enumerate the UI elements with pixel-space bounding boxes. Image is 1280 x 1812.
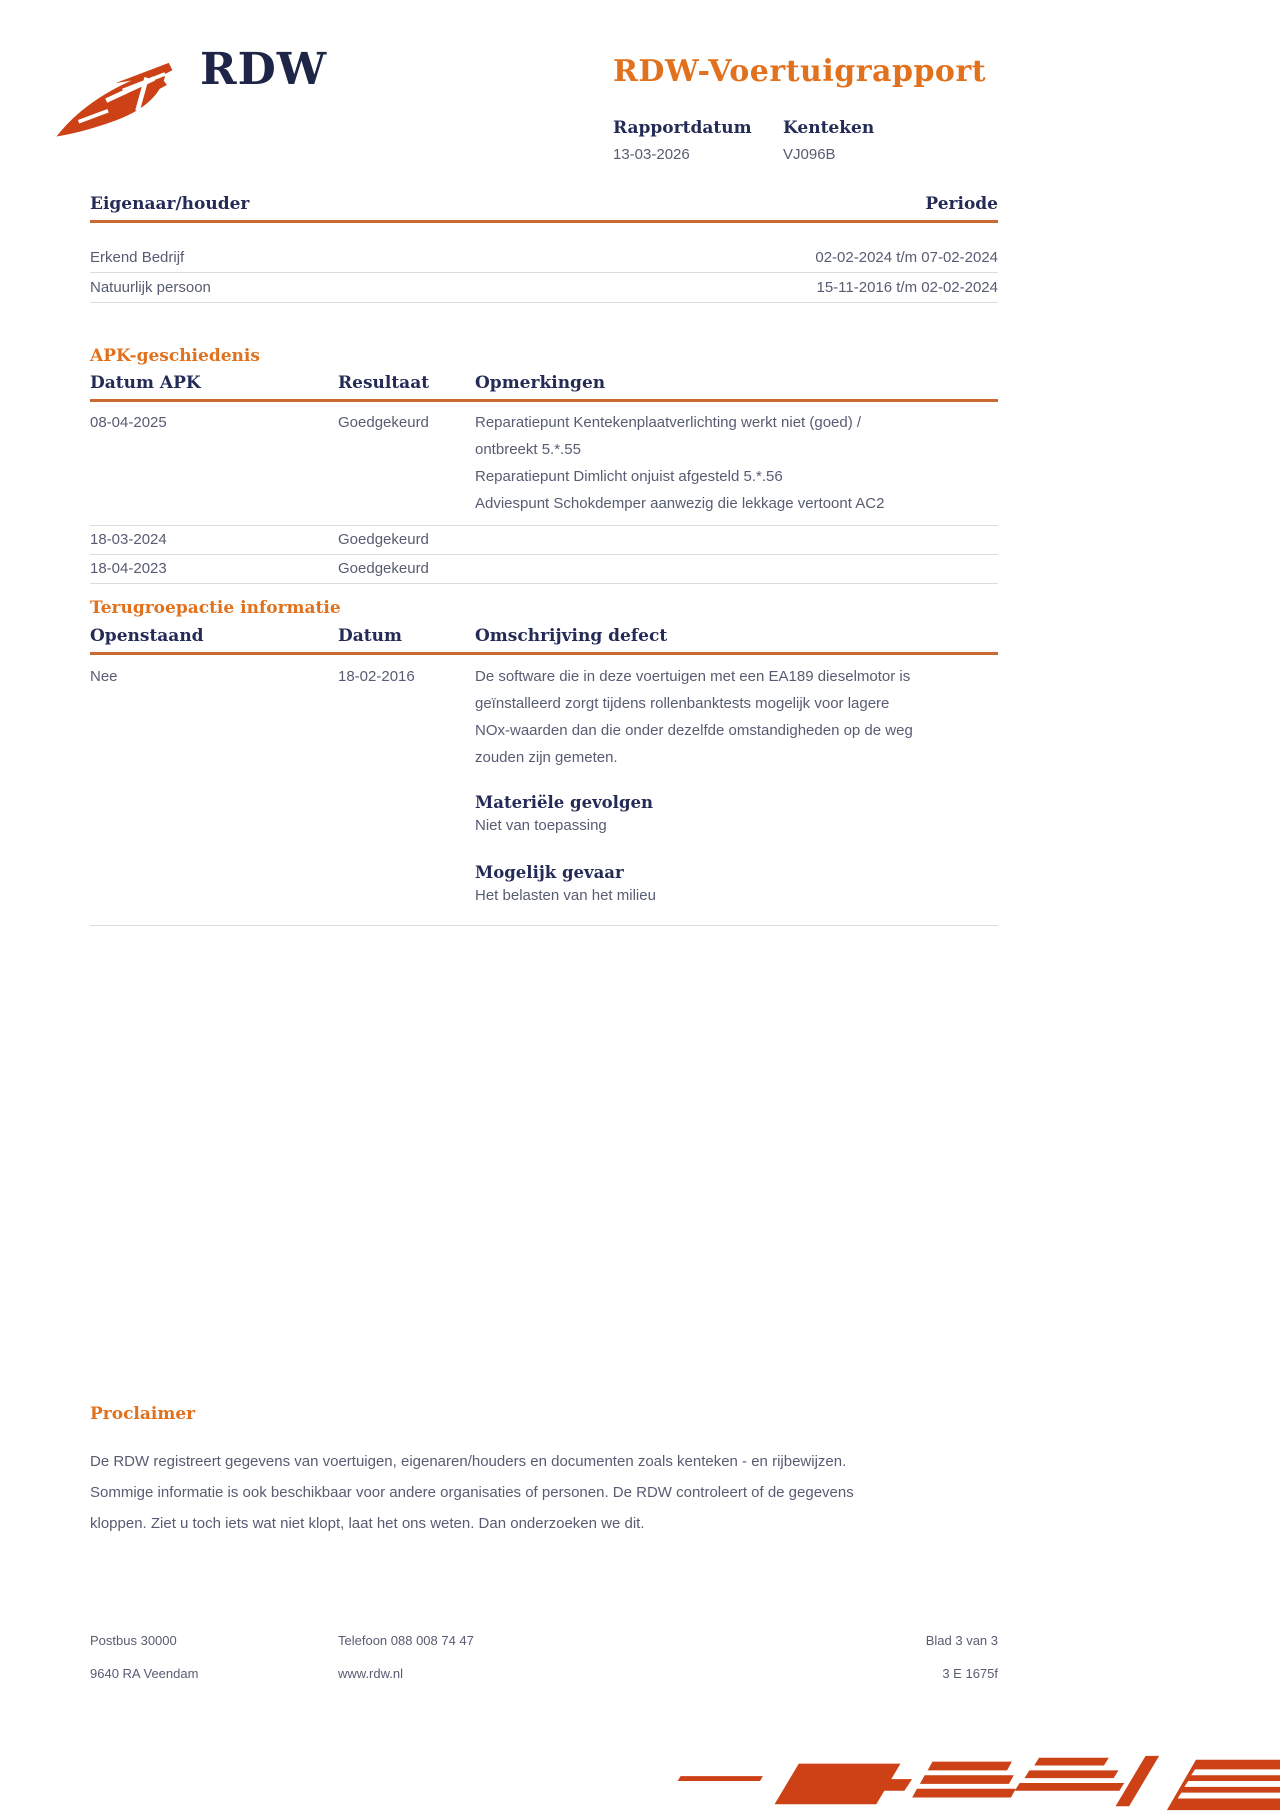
apk-row — [90, 526, 998, 555]
footer-doc-code: 3 E 1675f — [942, 1666, 998, 1681]
footer — [90, 1632, 998, 1683]
owner-section — [90, 194, 998, 303]
apk-remarks — [475, 409, 998, 517]
speed-stripes-graphic-icon — [676, 1750, 1280, 1812]
owner-row — [90, 273, 998, 303]
apk-remark-line: Adviespunt Schokdemper aanwezig die lekkage vertoont AC2 — [475, 495, 885, 512]
apk-col-resultaat: Resultaat — [338, 373, 430, 393]
material-consequences-label: Materiële gevolgen — [475, 793, 653, 812]
apk-result: Goedgekeurd — [338, 531, 429, 548]
report-date-value: 13-03-2026 — [613, 146, 690, 163]
apk-col-opmerkingen: Opmerkingen — [475, 373, 606, 393]
proclaimer-line: Sommige informatie is ook beschikbaar voor andere organisaties of personen. De RDW controleert of de gegevens — [90, 1484, 854, 1501]
recall-date: 18-02-2016 — [338, 668, 415, 685]
apk-row — [90, 402, 998, 526]
owner-name: Erkend Bedrijf — [90, 249, 185, 266]
footer-page-number: Blad 3 van 3 — [925, 1633, 998, 1648]
proclaimer-line: De RDW registreert gegevens van voertuigen, eigenaren/houders en documenten zoals kenteken - en rijbewijzen. — [90, 1453, 847, 1470]
recall-open: Nee — [90, 668, 118, 685]
report-date-label: Rapportdatum — [613, 118, 752, 138]
recall-description-line: De software die in deze voertuigen met een EA189 dieselmotor is — [475, 668, 911, 685]
apk-remark-line: Reparatiepunt Kentekenplaatverlichting werkt niet (goed) / — [475, 414, 862, 431]
apk-remark-line: ontbreekt 5.*.55 — [475, 441, 581, 458]
recall-row — [90, 655, 998, 926]
rdw-feather-logo-icon — [50, 50, 190, 142]
apk-col-datum: Datum APK — [90, 373, 201, 393]
apk-section-title: APK-geschiedenis — [90, 346, 260, 366]
recall-description-line: NOx-waarden dan die onder dezelfde omstandigheden op de weg — [475, 722, 913, 739]
footer-postbus: Postbus 30000 — [90, 1633, 177, 1648]
apk-remark-line: Reparatiepunt Dimlicht onjuist afgesteld 5.*.56 — [475, 468, 783, 485]
recall-description-line: zouden zijn gemeten. — [475, 749, 618, 766]
period-column-header: Periode — [925, 194, 998, 214]
recall-col-omschrijving: Omschrijving defect — [475, 626, 668, 646]
apk-result: Goedgekeurd — [338, 560, 429, 577]
material-consequences-value: Niet van toepassing — [475, 817, 607, 834]
apk-row — [90, 555, 998, 584]
recall-description-line: geïnstalleerd zorgt tijdens rollenbanktests mogelijk voor lagere — [475, 695, 890, 712]
logo-wordmark: RDW — [200, 44, 328, 95]
footer-phone: Telefoon 088 008 74 47 — [338, 1633, 474, 1648]
proclaimer-line: kloppen. Ziet u toch iets wat niet klopt, laat het ons weten. Dan onderzoeken we dit. — [90, 1515, 645, 1532]
proclaimer-title: Proclaimer — [90, 1404, 196, 1424]
owner-name: Natuurlijk persoon — [90, 279, 211, 296]
apk-date: 08-04-2025 — [90, 414, 167, 431]
recall-section — [90, 598, 998, 926]
license-plate-value: VJ096B — [783, 146, 836, 163]
apk-date: 18-04-2023 — [90, 560, 167, 577]
apk-history-section — [90, 346, 998, 584]
owner-row — [90, 243, 998, 273]
apk-date: 18-03-2024 — [90, 531, 167, 548]
report-title: RDW-Voertuigrapport — [613, 54, 987, 89]
section-rule — [90, 220, 998, 223]
proclaimer-section — [90, 1404, 998, 1539]
footer-city: 9640 RA Veendam — [90, 1666, 199, 1681]
owner-period: 15-11-2016 t/m 02-02-2024 — [816, 279, 998, 296]
possible-danger-value: Het belasten van het milieu — [475, 887, 656, 904]
possible-danger-label: Mogelijk gevaar — [475, 863, 624, 882]
recall-col-datum: Datum — [338, 626, 402, 646]
recall-description — [475, 663, 998, 909]
recall-col-openstaand: Openstaand — [90, 626, 204, 646]
owner-period: 02-02-2024 t/m 07-02-2024 — [815, 249, 998, 266]
apk-result: Goedgekeurd — [338, 414, 429, 431]
footer-website: www.rdw.nl — [338, 1666, 404, 1681]
recall-section-title: Terugroepactie informatie — [90, 598, 341, 618]
owner-section-title: Eigenaar/houder — [90, 194, 250, 214]
license-plate-label: Kenteken — [783, 118, 875, 138]
